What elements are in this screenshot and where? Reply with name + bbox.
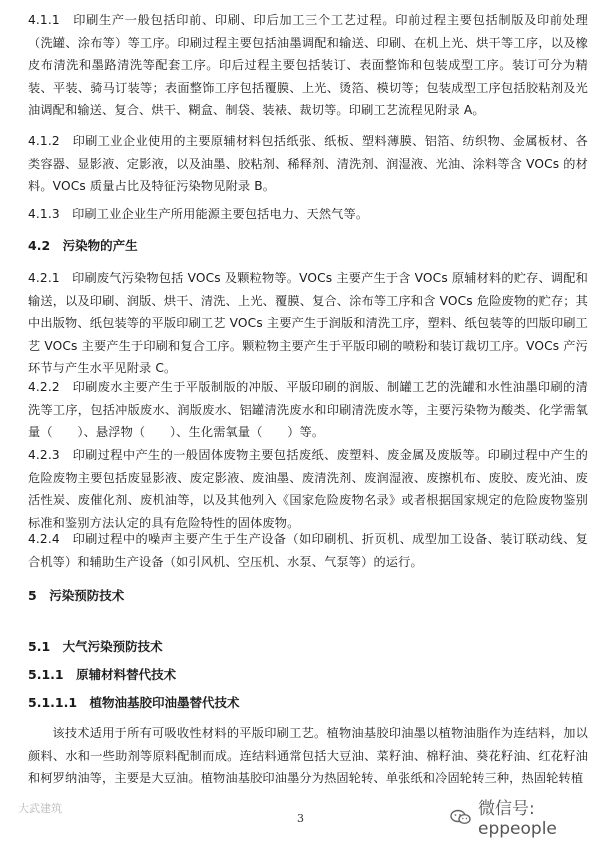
section-heading-5-1-1-1: 5.1.1.1 植物油基胶印油墨替代技术	[28, 695, 240, 710]
wechat-icon	[450, 809, 472, 825]
paragraph-4-1-2: 4.1.2 印刷工业企业使用的主要原辅材料包括纸张、纸板、塑料薄膜、铝箔、纺织物、金属板材、各类容器、显影液、定影液，以及油墨、胶粘剂、稀释剂、清洗剂、润湿液、光油、涂料等含 VOCs 的材料。VOCs 质量占比及特征污染物见附录 B。	[28, 134, 588, 193]
section-heading-5-1-1: 5.1.1 原辅材料替代技术	[28, 667, 177, 682]
watermark-left: 大武建筑	[18, 802, 62, 815]
section-heading-5-1: 5.1 大气污染预防技术	[28, 639, 163, 654]
section-heading-4-2: 4.2 污染物的产生	[28, 238, 138, 253]
paragraph-4-1-3: 4.1.3 印刷工业企业生产所用能源主要包括电力、天然气等。	[28, 207, 369, 221]
section-heading-5: 5 污染预防技术	[28, 588, 125, 603]
page-number: 3	[297, 812, 304, 825]
paragraph-4-2-4: 4.2.4 印刷过程中的噪声主要产生于生产设备（如印刷机、折页机、成型加工设备、装订联动线、复合机等）和辅助生产设备（如引风机、空压机、水泵、气泵等）的运行。	[28, 532, 588, 569]
paragraph-4-2-3: 4.2.3 印刷过程中产生的一般固体废物主要包括废纸、废塑料、废金属及废版等。印刷过程中产生的危险废物主要包括废显影液、废定影液、废油墨、废清洗剂、废润湿液、废擦机布、废胶、废光油、废活性炭、废催化剂、废机油等，以及其他列入《国家危险废物名录》或者根据国家规定的危险废物鉴别标准和鉴别方法认定的具有危险特性的固体废物。	[28, 448, 588, 530]
paragraph-4-2-1: 4.2.1 印刷废气污染物包括 VOCs 及颗粒物等。VOCs 主要产生于含 VOCs 原辅材料的贮存、调配和输送，以及印刷、润版、烘干、清洗、上光、覆膜、复合、涂布等工序和含 VOCs 危险废物的贮存；其中出版物、纸包装等的平版印刷工艺 VOCs 主要产生于润版和清洗工序，塑料、纸包装等的凹版印刷工艺 VOCs 主要产生于印刷和复合工序。颗粒物主要产生于平版印刷的喷粉和装订裁切工序。VOCs 产污环节与产生水平见附录 C。	[28, 271, 588, 375]
paragraph-4-2-2: 4.2.2 印刷废水主要产生于平版制版的冲版、平版印刷的润版、制罐工艺的洗罐和水性油墨印刷的清洗等工序，包括冲版废水、润版废水、铝罐清洗废水和印刷清洗废水等，主要污染物为酸类、化学需氧量（ ）、悬浮物（ ）、生化需氧量（ ）等。	[28, 380, 588, 439]
wechat-watermark	[444, 792, 604, 841]
paragraph-4-1-1: 4.1.1 印刷生产一般包括印前、印刷、印后加工三个工艺过程。印前过程主要包括制版及印前处理（洗罐、涂布等）等工序。印刷过程主要包括油墨调配和输送、印刷、在机上光、烘干等工序，以及橡皮布清洗和墨路清洗等配套工序。印后过程主要包括装订、表面整饰和包装成型工序。装订可分为精装、平装、骑马订装等；表面整饰工序包括覆膜、上光、烫箔、模切等；包装成型工序包括胶粘剂及光油调配和输送、复合、烘干、糊盒、制袋、装裱、裁切等。印刷工艺流程见附录 A。	[28, 13, 588, 117]
body-paragraph-vegetable-ink: 该技术适用于所有可吸收性材料的平版印刷工艺。植物油基胶印油墨以植物油脂作为连结料，加以颜料、水和一些助剂等原料配制而成。连结料通常包括大豆油、菜籽油、棉籽油、葵花籽油、红花籽油和柯罗纳油等，主要是大豆油。植物油基胶印油墨分为热固轮转、单张纸和冷固轮转三种，热固轮转植	[28, 726, 588, 785]
wechat-id-text: 微信号: eppeople	[478, 799, 557, 839]
